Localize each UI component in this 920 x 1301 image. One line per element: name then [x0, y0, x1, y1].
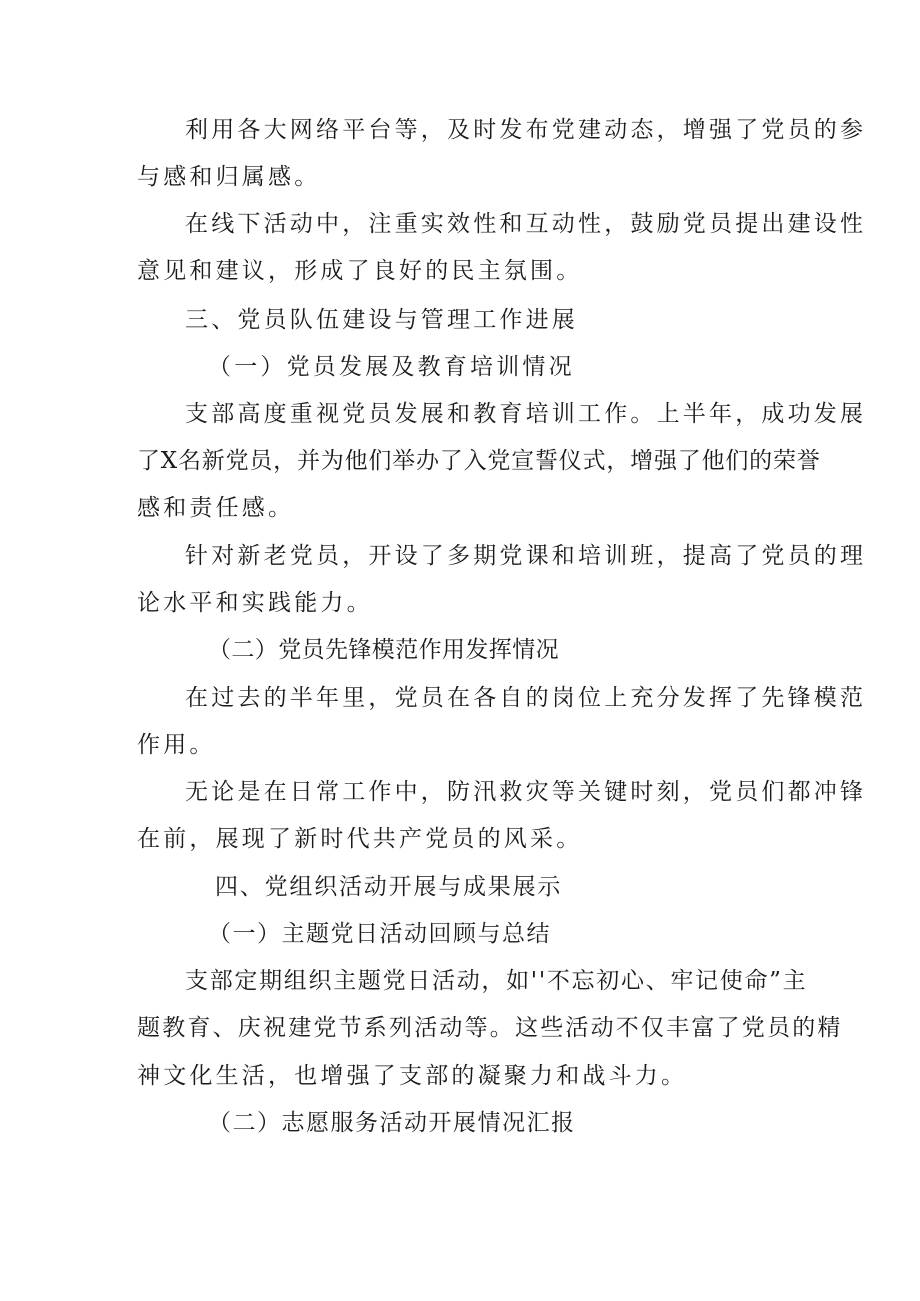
paragraph-line: 题教育、庆祝建党节系列活动等。这些活动不仅丰富了党员的精 — [137, 1015, 843, 1041]
paragraph-line: 感和责任感。 — [137, 495, 295, 521]
paragraph-line: 利用各大网络平台等，及时发布党建动态，增强了党员的参 — [185, 117, 867, 143]
paragraph-line: 在前，展现了新时代共产党员的风采。 — [137, 826, 583, 852]
paragraph-line: 作用。 — [137, 732, 216, 758]
paragraph-line: 意见和建议，形成了良好的民主氛围。 — [137, 258, 583, 284]
subsection-heading: （二）党员先锋模范作用发挥情况 — [208, 637, 559, 663]
section-heading: 四、党组织活动开展与成果展示 — [215, 874, 563, 900]
paragraph-line: 支部定期组织主题党日活动，如''不忘初心、牢记使命”主 — [185, 968, 808, 994]
paragraph-line: 针对新老党员，开设了多期党课和培训班，提高了党员的理 — [185, 543, 867, 569]
paragraph-line: 了X名新党员，并为他们举办了入党宣誓仪式，增强了他们的荣誉 — [137, 448, 821, 474]
subsection-heading: （一）主题党日活动回顾与总结 — [208, 921, 551, 947]
paragraph-line: 神文化生活，也增强了支部的凝聚力和战斗力。 — [137, 1063, 688, 1089]
paragraph-line: 无论是在日常工作中，防汛救灾等关键时刻，党员们都冲锋 — [185, 779, 867, 805]
paragraph-line: 在过去的半年里，党员在各自的岗位上充分发挥了先锋模范 — [185, 685, 867, 711]
paragraph-line: 支部高度重视党员发展和教育培训工作。上半年，成功发展 — [185, 401, 867, 427]
paragraph-line: 论水平和实践能力。 — [137, 590, 373, 616]
paragraph-line: 在线下活动中，注重实效性和互动性，鼓励党员提出建设性 — [185, 211, 867, 237]
paragraph-line: 与感和归属感。 — [137, 164, 321, 190]
subsection-heading: （二）志愿服务活动开展情况汇报 — [208, 1110, 576, 1136]
subsection-heading: （一）党员发展及教育培训情况 — [208, 354, 575, 380]
section-heading: 三、党员队伍建设与管理工作进展 — [185, 307, 578, 333]
